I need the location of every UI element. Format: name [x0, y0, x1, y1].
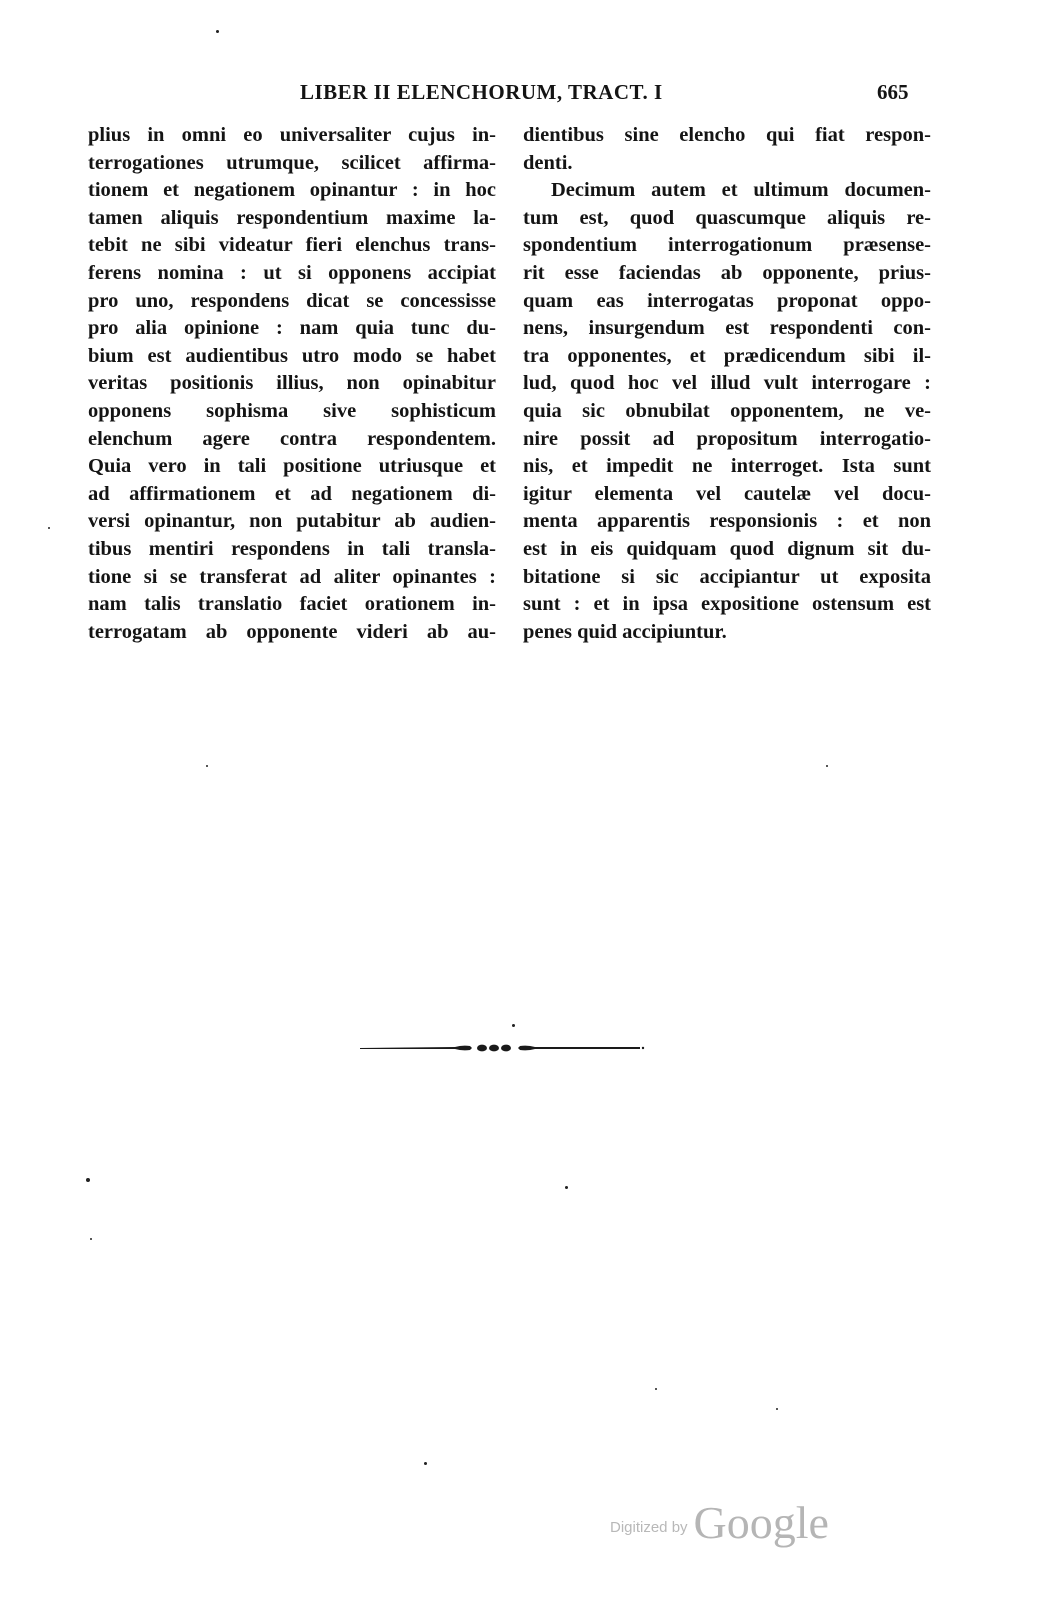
text-line: opponens sophisma sive sophisticum [88, 399, 496, 422]
text-line: igitur elementa vel cautelæ vel docu- [523, 482, 931, 505]
text-line: quia sic obnubilat opponentem, ne ve- [523, 399, 931, 422]
print-speck [565, 1186, 568, 1189]
print-speck [655, 1388, 657, 1390]
text-line: bium est audientibus utro modo se habet [88, 344, 496, 367]
text-line: nens, insurgendum est respondenti con- [523, 317, 931, 340]
watermark-prefix: Digitized by [610, 1519, 688, 1536]
text-line: dientibus sine elencho qui fiat respon- [523, 124, 931, 146]
digitized-by-google-watermark [610, 1496, 829, 1549]
text-line: terrogatam ab opponente videri ab au- [88, 620, 496, 643]
print-speck [424, 1462, 427, 1465]
text-line: elenchum agere contra respondentem. [88, 427, 496, 450]
text-line: nire possit ad propositum interrogatio- [523, 427, 931, 450]
end-ornament-rule [360, 1038, 645, 1058]
print-speck [826, 765, 828, 767]
text-line: rit esse faciendas ab opponente, prius- [523, 261, 931, 284]
page-number: 665 [877, 80, 909, 104]
text-line: denti. [523, 151, 573, 174]
paragraph-start-line: Decimum autem et ultimum documen- [551, 179, 931, 202]
right-text-column [523, 122, 931, 646]
text-line: veritas positionis illius, non opinabitur [88, 372, 496, 395]
text-line: nam talis translatio faciet orationem in- [88, 593, 496, 616]
text-line: penes quid accipiuntur. [523, 620, 727, 643]
text-line: tione si se transferat ad aliter opinantes : [88, 565, 496, 588]
text-line: sunt : et in ipsa expositione ostensum est [523, 593, 931, 616]
text-line: tamen aliquis respondentium maxime la- [88, 206, 496, 229]
text-line: ad affirmationem et ad negationem di- [88, 482, 496, 505]
text-line: pro alia opinione : nam quia tunc du- [88, 317, 496, 340]
text-line: ferens nomina : ut si opponens accipiat [88, 261, 496, 284]
text-line: tionem et negationem opinantur : in hoc [88, 179, 496, 202]
text-line: versi opinantur, non putabitur ab audien- [88, 510, 496, 533]
print-speck [776, 1408, 778, 1410]
text-line: tum est, quod quascumque aliquis re- [523, 206, 931, 229]
text-line: menta apparentis responsionis : et non [523, 510, 931, 533]
text-line: pro uno, respondens dicat se concessisse [88, 289, 496, 312]
print-speck [512, 1024, 515, 1027]
text-line: Quia vero in tali positione utriusque et [88, 455, 496, 478]
print-speck [206, 765, 208, 767]
text-line: spondentium interrogationum præsense- [523, 234, 931, 257]
text-line: lud, quod hoc vel illud vult interrogare : [523, 372, 931, 395]
running-title: LIBER II ELENCHORUM, TRACT. I [300, 80, 663, 104]
print-speck [216, 30, 219, 33]
text-line: est in eis quidquam quod dignum sit du- [523, 537, 931, 560]
text-line: terrogationes utrumque, scilicet affirma- [88, 151, 496, 174]
text-line: bitatione si sic accipiantur ut exposita [523, 565, 931, 588]
text-line: tra opponentes, et prædicendum sibi il- [523, 344, 931, 367]
print-speck [48, 527, 50, 529]
text-line: nis, et impedit ne interroget. Ista sunt [523, 455, 931, 478]
print-speck [86, 1178, 90, 1182]
google-logo: Google [693, 1497, 829, 1548]
text-line: tibus mentiri respondens in tali transla- [88, 537, 496, 560]
text-line: quam eas interrogatas proponat oppo- [523, 289, 931, 312]
text-line: tebit ne sibi videatur fieri elenchus trans- [88, 234, 496, 257]
left-text-column [88, 122, 496, 646]
print-speck [90, 1238, 92, 1240]
text-line: plius in omni eo universaliter cujus in- [88, 124, 496, 146]
